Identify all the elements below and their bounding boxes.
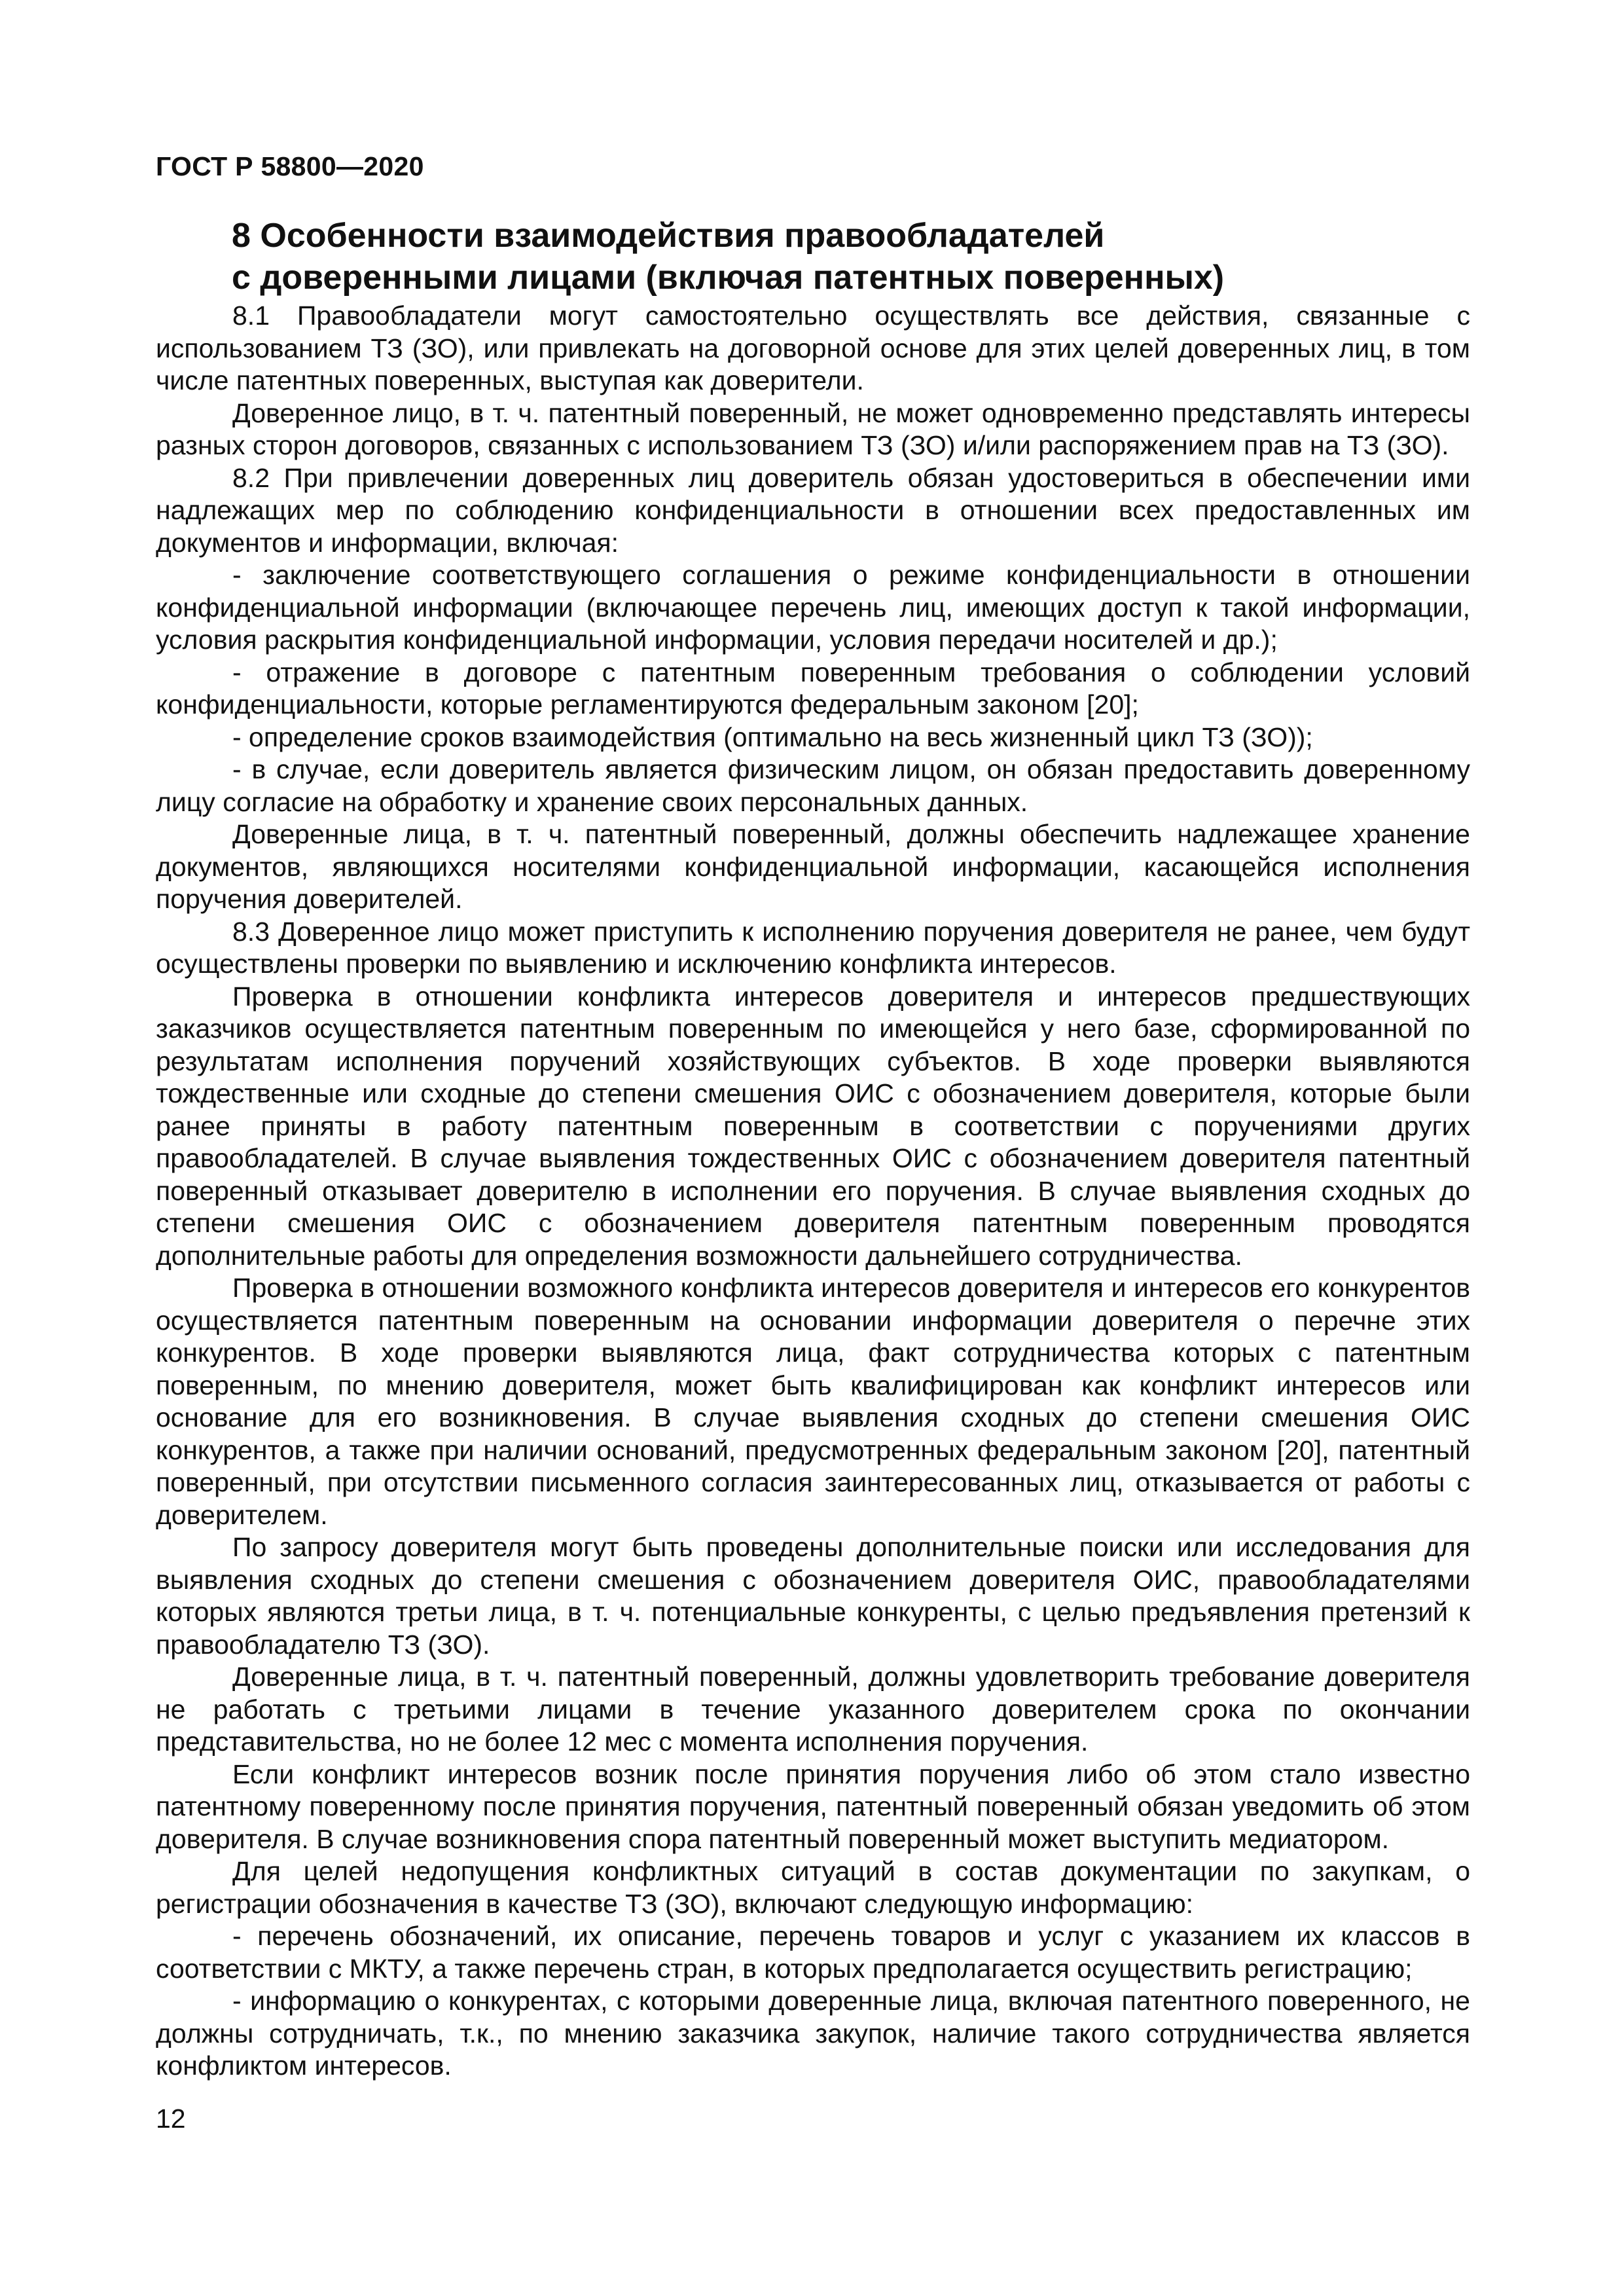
list-item: - перечень обозначений, их описание, перечень товаров и услуг с указанием их классов в соответствии с МКТУ, а также перечень стран, в которых предполагается осуществить регистрацию;	[156, 1921, 1470, 1984]
section-title	[232, 215, 1475, 299]
paragraph: Доверенные лица, в т. ч. патентный поверенный, должны обеспечить надлежащее хранение документов, являющихся носителями конфиденциальной информации, касающейся исполнения поручения доверителей.	[156, 819, 1470, 914]
section-title-line-2: с доверенными лицами (включая патентных поверенных)	[232, 259, 1225, 297]
page-number: 12	[156, 2104, 186, 2134]
document-header: ГОСТ Р 58800—2020	[156, 151, 424, 181]
paragraph: Проверка в отношении возможного конфликта интересов доверителя и интересов его конкурентов осуществляется патентным поверенным на основании информации доверителя о перечне этих конкурентов. В ходе проверки выявляются лица, факт сотрудничества которых с патентным поверенным, по мнению доверителя, может быть квалифицирован как конфликт интересов или основание для его возникновения. В случае выявления сходных до степени смешения ОИС конкурентов, а также при наличии оснований, предусмотренных федеральным законом [20], патентный поверенный, при отсутствии письменного согласия заинтересованных лиц, отказывается от работы с доверителем.	[156, 1273, 1470, 1530]
paragraph: Проверка в отношении конфликта интересов доверителя и интересов предшествующих заказчиков осуществляется патентным поверенным по имеющейся у него базе, сформированной по результатам исполнения поручений хозяйствующих субъектов. В ходе проверки выявляются тождественные или сходные до степени смешения ОИС с обозначением доверителя, которые были ранее приняты в работу патентным поверенным в соответствии с поручениями других правообладателей. В случае выявления тождественных ОИС с обозначением доверителя патентный поверенный отказывает доверителю в исполнении его поручения. В случае выявления сходных до степени смешения ОИС с обозначением доверителя патентным поверенным проводятся дополнительные работы для определения возможности дальнейшего сотрудничества.	[156, 981, 1470, 1271]
paragraph: Доверенное лицо, в т. ч. патентный поверенный, не может одновременно представлять интересы разных сторон договоров, связанных с использованием ТЗ (ЗО) и/или распоряжением прав на ТЗ (ЗО).	[156, 397, 1470, 460]
list-item: - определение сроков взаимодействия (оптимально на весь жизненный цикл ТЗ (ЗО));	[232, 721, 1313, 752]
list-item: - информацию о конкурентах, с которыми доверенные лица, включая патентного поверенного, не должны сотрудничать, т.к., по мнению заказчика закупок, наличие такого сотрудничества является конфликтом интересов.	[156, 1986, 1470, 2081]
paragraph-8-3: 8.3 Доверенное лицо может приступить к исполнению поручения доверителя не ранее, чем будут осуществлены проверки по выявлению и исключению конфликта интересов.	[156, 916, 1470, 979]
paragraph: По запросу доверителя могут быть проведены дополнительные поиски или исследования для выявления сходных до степени смешения с обозначением доверителя ОИС, правообладателями которых являются третьи лица, в т. ч. потенциальные конкуренты, с целью предъявления претензий к правообладателю ТЗ (ЗО).	[156, 1532, 1470, 1660]
list-item: - отражение в договоре с патентным поверенным требования о соблюдении условий конфиденциальности, которые регламентируются федеральным законом [20];	[156, 657, 1470, 720]
section-title-line-1: 8 Особенности взаимодействия правообладателей	[232, 217, 1105, 255]
list-item: - в случае, если доверитель является физическим лицом, он обязан предоставить доверенному лицу согласие на обработку и хранение своих персональных данных.	[156, 754, 1470, 817]
section-body	[156, 300, 1470, 2083]
paragraph: Для целей недопущения конфликтных ситуаций в состав документации по закупкам, о регистрации обозначения в качестве ТЗ (ЗО), включают следующую информацию:	[156, 1856, 1470, 1919]
paragraph: Если конфликт интересов возник после принятия поручения либо об этом стало известно патентному поверенному после принятия поручения, патентный поверенный обязан уведомить об этом доверителя. В случае возникновения спора патентный поверенный может выступить медиатором.	[156, 1758, 1470, 1854]
paragraph-8-1: 8.1 Правообладатели могут самостоятельно осуществлять все действия, связанные с использованием ТЗ (ЗО), или привлекать на договорной основе для этих целей доверенных лиц, в том числе патентных поверенных, выступая как доверители.	[156, 301, 1470, 395]
paragraph: Доверенные лица, в т. ч. патентный поверенный, должны удовлетворить требование доверителя не работать с третьими лицами в течение указанного доверителем срока по окончании представительства, но не более 12 мес с момента исполнения поручения.	[156, 1662, 1470, 1757]
paragraph-8-2: 8.2 При привлечении доверенных лиц доверитель обязан удостовериться в обеспечении ими надлежащих мер по соблюдению конфиденциальности в отношении всех предоставленных им документов и информации, включая:	[156, 462, 1470, 558]
list-item: - заключение соответствующего соглашения о режиме конфиденциальности в отношении конфиденциальной информации (включающее перечень лиц, имеющих доступ к такой информации, условия раскрытия конфиденциальной информации, условия передачи носителей и др.);	[156, 560, 1470, 655]
